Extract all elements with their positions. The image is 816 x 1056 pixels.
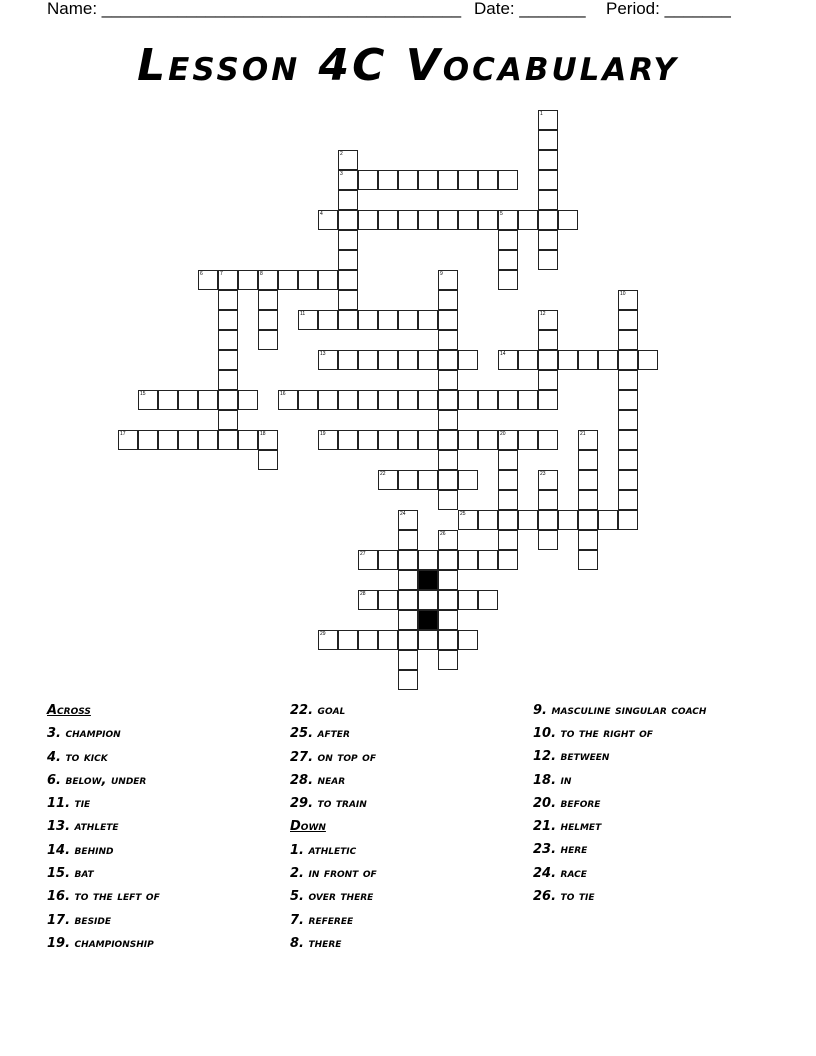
- crossword-cell[interactable]: [378, 310, 398, 330]
- crossword-cell[interactable]: [418, 590, 438, 610]
- crossword-cell[interactable]: [578, 430, 598, 450]
- page-title: Lesson 4C Vocabulary: [137, 40, 679, 91]
- crossword-cell[interactable]: [358, 630, 378, 650]
- across-clue-list: [47, 722, 160, 955]
- crossword-cell[interactable]: [438, 210, 458, 230]
- crossword-cell[interactable]: [518, 390, 538, 410]
- clue-item: 25. after: [290, 726, 350, 742]
- crossword-cell[interactable]: [538, 390, 558, 410]
- clue-item: 29. to train: [290, 796, 367, 812]
- crossword-cell[interactable]: [198, 430, 218, 450]
- crossword-cell[interactable]: [398, 170, 418, 190]
- crossword-cell[interactable]: [298, 270, 318, 290]
- crossword-cell[interactable]: [238, 430, 258, 450]
- clue-item: 9. masculine singular coach: [533, 703, 707, 718]
- crossword-cell[interactable]: [618, 350, 638, 370]
- clue-number: 13: [320, 351, 326, 357]
- crossword-cell[interactable]: [418, 430, 438, 450]
- crossword-cell[interactable]: [458, 170, 478, 190]
- crossword-cell[interactable]: [338, 250, 358, 270]
- crossword-cell[interactable]: [538, 510, 558, 530]
- crossword-cell[interactable]: [398, 310, 418, 330]
- crossword-cell[interactable]: [438, 590, 458, 610]
- crossword-cell[interactable]: [618, 410, 638, 430]
- crossword-cell[interactable]: [398, 210, 418, 230]
- crossword-cell[interactable]: [378, 550, 398, 570]
- crossword-cell[interactable]: [458, 470, 478, 490]
- crossword-cell[interactable]: [618, 470, 638, 490]
- crossword-cell[interactable]: [538, 310, 558, 330]
- clue-number: 4: [320, 211, 323, 217]
- clue-item: 20. before: [533, 795, 601, 811]
- crossword-cell[interactable]: [358, 310, 378, 330]
- crossword-cell[interactable]: [498, 230, 518, 250]
- crossword-cell[interactable]: [438, 350, 458, 370]
- clue-number: 20: [500, 431, 506, 437]
- crossword-cell[interactable]: [398, 550, 418, 570]
- crossword-cell[interactable]: [618, 330, 638, 350]
- crossword-cell[interactable]: [458, 390, 478, 410]
- crossword-cell[interactable]: [198, 270, 218, 290]
- crossword-cell[interactable]: [578, 510, 598, 530]
- crossword-cell[interactable]: [478, 550, 498, 570]
- crossword-cell[interactable]: [438, 550, 458, 570]
- crossword-cell[interactable]: [138, 390, 158, 410]
- date-field[interactable]: Date: _______: [474, 0, 586, 18]
- crossword-cell[interactable]: [478, 170, 498, 190]
- clue-number: 19: [320, 431, 326, 437]
- crossword-cell[interactable]: [518, 510, 538, 530]
- crossword-cell[interactable]: [418, 470, 438, 490]
- crossword-cell[interactable]: [258, 430, 278, 450]
- crossword-cell[interactable]: [338, 190, 358, 210]
- clue-number: 5: [500, 211, 503, 217]
- crossword-cell[interactable]: [398, 470, 418, 490]
- crossword-cell[interactable]: [318, 350, 338, 370]
- crossword-cell[interactable]: [238, 270, 258, 290]
- crossword-cell[interactable]: [258, 270, 278, 290]
- crossword-cell[interactable]: [538, 250, 558, 270]
- clue-item: 21. helmet: [533, 819, 602, 835]
- crossword-cell[interactable]: [478, 390, 498, 410]
- crossword-cell[interactable]: [458, 550, 478, 570]
- crossword-cell[interactable]: [538, 230, 558, 250]
- across-clue-list-continued: [290, 699, 377, 815]
- crossword-cell[interactable]: [318, 430, 338, 450]
- crossword-cell[interactable]: [538, 130, 558, 150]
- crossword-cell[interactable]: [398, 350, 418, 370]
- crossword-cell[interactable]: [438, 570, 458, 590]
- crossword-cell[interactable]: [338, 430, 358, 450]
- clue-number: 10: [620, 291, 626, 297]
- clue-item: 10. to the right of: [533, 726, 653, 741]
- crossword-cell[interactable]: [458, 210, 478, 230]
- crossword-cell[interactable]: [518, 430, 538, 450]
- clues-column-2: [290, 699, 377, 955]
- crossword-cell[interactable]: [538, 190, 558, 210]
- crossword-cell[interactable]: [538, 470, 558, 490]
- crossword-cell[interactable]: [358, 210, 378, 230]
- crossword-cell[interactable]: [558, 350, 578, 370]
- across-heading: Across: [47, 703, 91, 718]
- crossword-cell[interactable]: [438, 490, 458, 510]
- crossword-cell[interactable]: [218, 290, 238, 310]
- crossword-cell[interactable]: [618, 490, 638, 510]
- crossword-cell[interactable]: [438, 410, 458, 430]
- crossword-cell[interactable]: [398, 390, 418, 410]
- crossword-cell[interactable]: [438, 530, 458, 550]
- crossword-cell[interactable]: [378, 390, 398, 410]
- crossword-cell[interactable]: [618, 290, 638, 310]
- clue-item: 23. here: [533, 842, 588, 858]
- name-field[interactable]: Name: ______________________________________: [47, 0, 462, 18]
- crossword-cell[interactable]: [418, 390, 438, 410]
- crossword-cell[interactable]: [298, 310, 318, 330]
- clue-number: 18: [260, 431, 266, 437]
- crossword-cell[interactable]: [358, 590, 378, 610]
- clue-number: 7: [220, 271, 223, 277]
- crossword-cell[interactable]: [338, 210, 358, 230]
- clue-number: 16: [280, 391, 286, 397]
- crossword-cell[interactable]: [278, 390, 298, 410]
- crossword-cell[interactable]: [498, 550, 518, 570]
- crossword-cell[interactable]: [338, 230, 358, 250]
- clue-number: 8: [260, 271, 263, 277]
- crossword-cell[interactable]: [278, 270, 298, 290]
- crossword-cell[interactable]: [378, 170, 398, 190]
- crossword-cell[interactable]: [518, 350, 538, 370]
- crossword-cell[interactable]: [478, 210, 498, 230]
- down-clue-list: [290, 839, 377, 955]
- crossword-cell[interactable]: [558, 210, 578, 230]
- clue-number: 26: [440, 531, 446, 537]
- crossword-cell[interactable]: [578, 530, 598, 550]
- clue-item: 7. referee: [290, 912, 354, 928]
- black-square: [418, 610, 438, 630]
- clue-number: 22: [380, 471, 386, 477]
- crossword-cell[interactable]: [478, 430, 498, 450]
- crossword-cell[interactable]: [618, 510, 638, 530]
- clue-item: 6. below, under: [47, 772, 147, 788]
- down-heading: Down: [290, 819, 326, 835]
- crossword-cell[interactable]: [458, 590, 478, 610]
- crossword-cell[interactable]: [418, 350, 438, 370]
- clue-item: 18. in: [533, 772, 572, 788]
- crossword-cell[interactable]: [598, 510, 618, 530]
- crossword-cell[interactable]: [458, 430, 478, 450]
- crossword-cell[interactable]: [318, 310, 338, 330]
- clue-number: 28: [360, 591, 366, 597]
- crossword-cell[interactable]: [438, 610, 458, 630]
- crossword-cell[interactable]: [378, 350, 398, 370]
- clue-item: 2. in front of: [290, 866, 377, 882]
- crossword-cell[interactable]: [618, 390, 638, 410]
- crossword-cell[interactable]: [338, 150, 358, 170]
- crossword-cell[interactable]: [238, 390, 258, 410]
- crossword-cell[interactable]: [338, 350, 358, 370]
- clue-number: 24: [400, 511, 406, 517]
- clue-number: 21: [580, 431, 586, 437]
- clues-column-1: [47, 699, 160, 955]
- clues-column-3: [533, 699, 733, 908]
- crossword-cell[interactable]: [578, 490, 598, 510]
- crossword-cell[interactable]: [458, 350, 478, 370]
- crossword-cell[interactable]: [518, 210, 538, 230]
- crossword-cell[interactable]: [378, 210, 398, 230]
- crossword-cell[interactable]: [198, 390, 218, 410]
- crossword-cell[interactable]: [218, 330, 238, 350]
- crossword-cell[interactable]: [438, 370, 458, 390]
- crossword-cell[interactable]: [378, 470, 398, 490]
- clue-number: 15: [140, 391, 146, 397]
- black-square: [418, 570, 438, 590]
- crossword-cell[interactable]: [558, 510, 578, 530]
- crossword-cell[interactable]: [338, 390, 358, 410]
- crossword-cell[interactable]: [498, 350, 518, 370]
- crossword-cell[interactable]: [338, 270, 358, 290]
- crossword-cell[interactable]: [358, 390, 378, 410]
- crossword-cell[interactable]: [338, 290, 358, 310]
- crossword-cell[interactable]: [398, 570, 418, 590]
- crossword-cell[interactable]: [418, 210, 438, 230]
- clue-item: 3. champion: [47, 726, 121, 742]
- crossword-cell[interactable]: [578, 550, 598, 570]
- clue-item: 8. there: [290, 935, 342, 951]
- crossword-cell[interactable]: [338, 630, 358, 650]
- clue-number: 3: [340, 171, 343, 177]
- clue-item: 28. near: [290, 772, 346, 788]
- crossword-cell[interactable]: [438, 270, 458, 290]
- crossword-cell[interactable]: [258, 450, 278, 470]
- crossword-cell[interactable]: [438, 290, 458, 310]
- clue-item: 13. athlete: [47, 819, 119, 835]
- crossword-cell[interactable]: [398, 650, 418, 670]
- clue-number: 6: [200, 271, 203, 277]
- crossword-cell[interactable]: [178, 430, 198, 450]
- crossword-cell[interactable]: [118, 430, 138, 450]
- clue-item: 19. championship: [47, 935, 154, 951]
- crossword-cell[interactable]: [438, 330, 458, 350]
- crossword-cell[interactable]: [298, 390, 318, 410]
- crossword-cell[interactable]: [318, 210, 338, 230]
- crossword-cell[interactable]: [498, 490, 518, 510]
- crossword-cell[interactable]: [418, 630, 438, 650]
- clue-item: 4. to kick: [47, 749, 108, 765]
- crossword-cell[interactable]: [218, 350, 238, 370]
- crossword-cell[interactable]: [218, 430, 238, 450]
- clue-item: 16. to the left of: [47, 889, 160, 905]
- crossword-cell[interactable]: [138, 430, 158, 450]
- crossword-cell[interactable]: [158, 430, 178, 450]
- clue-item: 22. goal: [290, 703, 346, 718]
- period-field[interactable]: Period: _______: [606, 0, 731, 18]
- crossword-cell[interactable]: [498, 470, 518, 490]
- crossword-cell[interactable]: [218, 310, 238, 330]
- crossword-cell[interactable]: [498, 250, 518, 270]
- crossword-cell[interactable]: [538, 370, 558, 390]
- crossword-cell[interactable]: [378, 590, 398, 610]
- clue-item: 11. tie: [47, 796, 91, 812]
- crossword-cell[interactable]: [458, 630, 478, 650]
- crossword-cell[interactable]: [378, 430, 398, 450]
- clue-number: 12: [540, 311, 546, 317]
- clue-number: 29: [320, 631, 326, 637]
- crossword-cell[interactable]: [618, 310, 638, 330]
- clue-number: 9: [440, 271, 443, 277]
- crossword-cell[interactable]: [318, 390, 338, 410]
- crossword-cell[interactable]: [458, 510, 478, 530]
- crossword-cell[interactable]: [398, 590, 418, 610]
- crossword-cell[interactable]: [538, 530, 558, 550]
- crossword-cell[interactable]: [358, 430, 378, 450]
- crossword-cell[interactable]: [218, 390, 238, 410]
- crossword-cell[interactable]: [578, 470, 598, 490]
- crossword-cell[interactable]: [398, 430, 418, 450]
- crossword-cell[interactable]: [498, 530, 518, 550]
- clue-item: 27. on top of: [290, 749, 376, 765]
- clue-item: 1. athletic: [290, 842, 357, 858]
- crossword-cell[interactable]: [578, 350, 598, 370]
- crossword-cell[interactable]: [618, 370, 638, 390]
- crossword-cell[interactable]: [398, 510, 418, 530]
- clue-item: 26. to tie: [533, 889, 595, 905]
- crossword-cell[interactable]: [438, 630, 458, 650]
- clue-number: 25: [460, 511, 466, 517]
- crossword-cell[interactable]: [438, 310, 458, 330]
- clue-item: 12. between: [533, 749, 610, 765]
- crossword-cell[interactable]: [158, 390, 178, 410]
- crossword-cell[interactable]: [178, 390, 198, 410]
- clue-number: 2: [340, 151, 343, 157]
- crossword-cell[interactable]: [338, 170, 358, 190]
- crossword-cell[interactable]: [318, 630, 338, 650]
- crossword-cell[interactable]: [498, 510, 518, 530]
- clue-item: 17. beside: [47, 912, 112, 928]
- clue-item: 24. race: [533, 865, 587, 881]
- crossword-cell[interactable]: [498, 390, 518, 410]
- clue-number: 17: [120, 431, 126, 437]
- crossword-cell[interactable]: [258, 290, 278, 310]
- crossword-cell[interactable]: [498, 430, 518, 450]
- crossword-cell[interactable]: [538, 330, 558, 350]
- crossword-cell[interactable]: [418, 550, 438, 570]
- crossword-cell[interactable]: [538, 110, 558, 130]
- crossword-cell[interactable]: [438, 390, 458, 410]
- crossword-cell[interactable]: [538, 210, 558, 230]
- crossword-cell[interactable]: [498, 170, 518, 190]
- crossword-cell[interactable]: [218, 270, 238, 290]
- crossword-cell[interactable]: [598, 350, 618, 370]
- clue-item: 15. bat: [47, 866, 94, 882]
- crossword-cell[interactable]: [538, 150, 558, 170]
- crossword-cell[interactable]: [258, 330, 278, 350]
- crossword-cell[interactable]: [538, 170, 558, 190]
- crossword-cell[interactable]: [398, 630, 418, 650]
- clue-number: 23: [540, 471, 546, 477]
- crossword-cell[interactable]: [618, 450, 638, 470]
- crossword-cell[interactable]: [318, 270, 338, 290]
- crossword-cell[interactable]: [438, 450, 458, 470]
- crossword-cell[interactable]: [338, 310, 358, 330]
- clue-item: 5. over there: [290, 889, 374, 905]
- crossword-cell[interactable]: [378, 630, 398, 650]
- crossword-cell[interactable]: [358, 550, 378, 570]
- clue-number: 11: [300, 311, 306, 317]
- crossword-cell[interactable]: [438, 170, 458, 190]
- crossword-cell[interactable]: [398, 610, 418, 630]
- crossword-cell[interactable]: [498, 210, 518, 230]
- down-clue-list-continued: [533, 722, 733, 908]
- crossword-cell[interactable]: [478, 510, 498, 530]
- crossword-cell[interactable]: [418, 310, 438, 330]
- crossword-cell[interactable]: [398, 530, 418, 550]
- crossword-cell[interactable]: [538, 490, 558, 510]
- crossword-cell[interactable]: [538, 350, 558, 370]
- clue-number: 27: [360, 551, 366, 557]
- crossword-cell[interactable]: [578, 450, 598, 470]
- crossword-cell[interactable]: [478, 590, 498, 610]
- crossword-cell[interactable]: [358, 350, 378, 370]
- crossword-cell[interactable]: [218, 410, 238, 430]
- crossword-cell[interactable]: [398, 670, 418, 690]
- crossword-cell[interactable]: [498, 450, 518, 470]
- clue-number: 1: [540, 111, 543, 117]
- crossword-cell[interactable]: [418, 170, 438, 190]
- crossword-cell[interactable]: [358, 170, 378, 190]
- clue-item: 14. behind: [47, 842, 114, 858]
- crossword-cell[interactable]: [218, 370, 238, 390]
- crossword-cell[interactable]: [498, 270, 518, 290]
- clue-number: 14: [500, 351, 506, 357]
- crossword-cell[interactable]: [638, 350, 658, 370]
- crossword-cell[interactable]: [438, 650, 458, 670]
- crossword-cell[interactable]: [438, 430, 458, 450]
- crossword-cell[interactable]: [438, 470, 458, 490]
- crossword-cell[interactable]: [538, 430, 558, 450]
- crossword-cell[interactable]: [258, 310, 278, 330]
- crossword-cell[interactable]: [618, 430, 638, 450]
